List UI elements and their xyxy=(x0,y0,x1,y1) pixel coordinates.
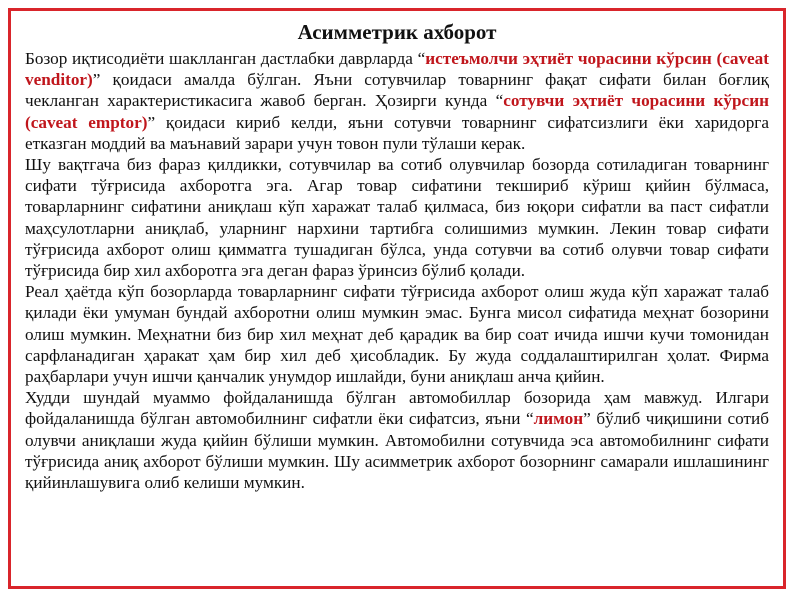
term-caveat-venditor: истеъмолчи эҳтиёт чорасини кўрсин (caveat venditor) xyxy=(25,49,769,90)
p1-text-a: Бозор иқтисодиёти шаклланган дастлабки даврларда “ xyxy=(25,49,426,68)
paragraph-4 xyxy=(25,387,769,493)
p4-text-c: ” бўлиб чиқишини сотиб олувчи аниқлаши жуда қийин бўлиши мумкин. Автомобилни сотувчида эса автомобилнинг сифати тўғрисида аниқ ахборот бўлиши мумкин. Шу асимметрик ахборот бозорнинг самарали ишлашининг қийинлашувига олиб келиши мумкин. xyxy=(25,409,770,493)
page-title: Асимметрик ахборот xyxy=(297,20,497,44)
paragraph-2: Шу вақтгача биз фараз қилдикки, сотувчилар ва сотиб олувчилар бозорда сотиладиган товарнинг сифати тўғрисида ахборотга эга. Агар товар сифатини текшириб кўриш қийин бўлмаса, товарларнинг сифатини аниқлаш кўп харажат талаб қилмаса, биз юқори сифатли ва паст сифатли маҳсулотларни аниқлаб, уларнинг нархини тартибга солишимиз мумкин. Лекин товар сифати тўғрисида ахборот олиш қимматга тушадиган бўлса, унда сотувчи ва сотиб олувчи товар сифати тўғрисида бир хил ахборотга эга деган фараз ўринсиз бўлиб қолади. xyxy=(25,155,769,281)
term-caveat-emptor: сотувчи эҳтиёт чорасини кўрсин (caveat emptor) xyxy=(25,91,769,132)
p1-text-e: ” қоидаси кириб келди, яъни сотувчи товарнинг сифатсизлиги ёки харидорга етказган моддий ва маънавий зарари учун товон пули тўлаши керак. xyxy=(25,112,769,153)
paragraph-1 xyxy=(25,48,769,154)
p4-text-a: Худди шундай муаммо фойдаланишда бўлган автомобиллар бозорида ҳам мавжуд. Илгари фойдаланишда бўлган автомобилнинг сифатли ёки сифатсиз, яъни “ xyxy=(25,388,769,429)
paragraph-3: Реал ҳаётда кўп бозорларда товарларнинг сифати тўғрисида ахборот олиш жуда кўп харажат талаб қилади ёки умуман бундай ахборотни олиш мумкин эмас. Бунга мисол сифатида меҳнат бозорини олиш мумкин. Меҳнатни биз бир хил меҳнат деб қарадик ва бир соат ичида ишчи кучи томонидан сарфланадиган ҳаракат ҳам бир хил деб ҳисобладик. Бу жуда соддалаштирилган ҳолат. Фирма раҳбарлари учун ишчи қанчалик унумдор ишлайди, буни аниқлаш анча қийин. xyxy=(25,282,769,387)
document-frame xyxy=(8,8,786,589)
term-lemon: лимон xyxy=(533,409,584,429)
p1-text-c: ” қоидаси амалда бўлган. Яъни сотувчилар товарнинг фақат сифати билан боғлиқ чекланган характеристикасига жавоб берган. Ҳозирги кунда “ xyxy=(25,70,769,111)
